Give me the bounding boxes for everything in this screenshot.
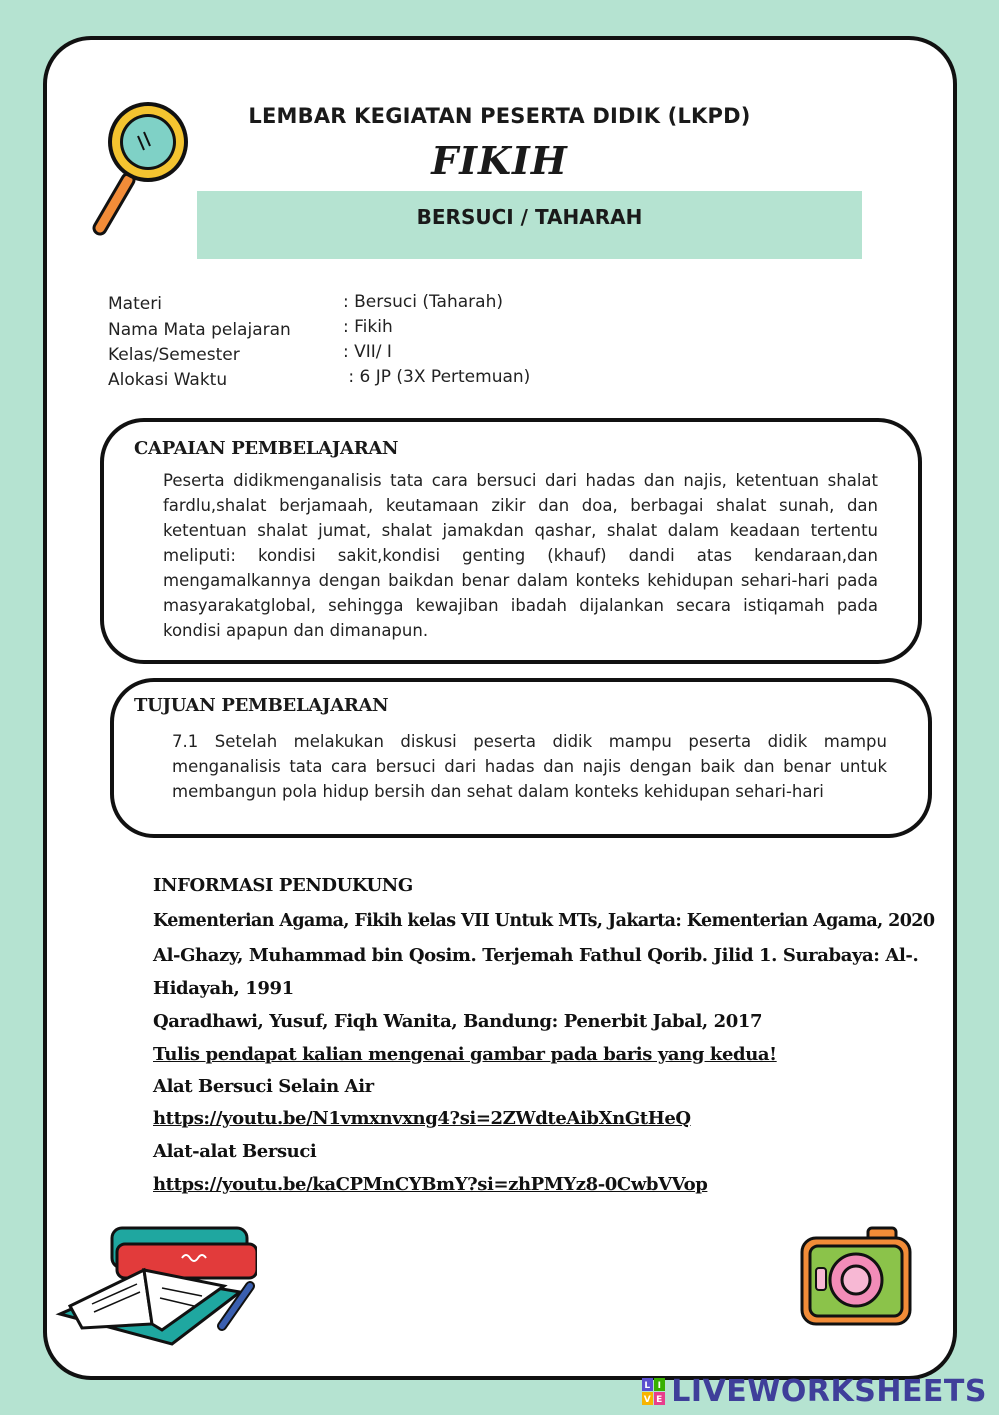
topic-banner	[197, 191, 862, 259]
liveworksheets-watermark	[641, 1374, 987, 1409]
subject-title: FIKIH	[431, 138, 568, 183]
video-2-title: Alat-alat Bersuci	[153, 1141, 317, 1162]
info-value-kelas: : VII/ I	[343, 342, 392, 362]
info-value-waktu: : 6 JP (3X Pertemuan)	[343, 367, 531, 387]
topic-title: BERSUCI / TAHARAH	[416, 205, 643, 229]
logo-letter-v: V	[644, 1394, 652, 1405]
info-label-mapel: Nama Mata pelajaran	[108, 320, 291, 340]
video-2-link[interactable]: https://youtu.be/kaCPMnCYBmY?si=zhPMYz8-0CwbVVop	[153, 1174, 708, 1195]
informasi-heading: INFORMASI PENDUKUNG	[153, 875, 413, 896]
reference-2-continued: Hidayah, 1991	[153, 978, 294, 999]
video-1-link[interactable]: https://youtu.be/N1vmxnvxng4?si=2ZWdteAibXnGtHeQ	[153, 1108, 691, 1129]
tujuan-heading: TUJUAN PEMBELAJARAN	[134, 695, 389, 716]
capaian-body: Peserta didikmenganalisis tata cara bersuci dari hadas dan najis, ketentuan shalat fardlu,shalat berjamaah, keutamaan zikir dan doa, berbagai shalat sunah, dan ketentuan shalat jumat, shalat jamakdan qashar, shalat dalam keadaan tertentu meliputi: kondisi sakit,kondisi genting (khauf) dandi atas kendaraan,dan mengamalkannya dengan baikdan benar dalam konteks kehidupan sehari-hari pada masyarakatglobal, sehingga kewajiban ibadah dijalankan secara istiqamah pada kondisi apapun dan dimanapun.	[163, 471, 878, 640]
info-value-materi: : Bersuci (Taharah)	[343, 292, 503, 312]
video-1-title: Alat Bersuci Selain Air	[153, 1076, 374, 1097]
liveworksheets-logo-icon	[641, 1377, 667, 1407]
capaian-heading: CAPAIAN PEMBELAJARAN	[134, 438, 399, 459]
watermark-text: LIVEWORKSHEETS	[671, 1374, 987, 1409]
worksheet-title: LEMBAR KEGIATAN PESERTA DIDIK (LKPD)	[248, 104, 751, 128]
info-label-waktu: Alokasi Waktu	[108, 370, 228, 390]
info-value-mapel: : Fikih	[343, 317, 393, 337]
info-label-materi: Materi	[108, 294, 162, 314]
logo-letter-i: I	[657, 1380, 662, 1391]
reference-2: Al-Ghazy, Muhammad bin Qosim. Terjemah Fathul Qorib. Jilid 1. Surabaya: Al-.	[153, 945, 919, 966]
logo-letter-l: L	[644, 1380, 651, 1391]
reference-3: Qaradhawi, Yusuf, Fiqh Wanita, Bandung: Penerbit Jabal, 2017	[153, 1011, 763, 1032]
tujuan-body: 7.1 Setelah melakukan diskusi peserta didik mampu peserta didik mampu menganalisis tata cara bersuci dari hadas dan najis dengan baik dan benar untuk membangun pola hidup bersih dan sehat dalam konteks kehidupan sehari-hari	[172, 732, 887, 801]
info-label-kelas: Kelas/Semester	[108, 345, 240, 365]
camera-icon	[798, 1224, 914, 1328]
reference-1: Kementerian Agama, Fikih kelas VII Untuk MTs, Jakarta: Kementerian Agama, 2020	[153, 911, 935, 931]
instruction-text: Tulis pendapat kalian mengenai gambar pada baris yang kedua!	[153, 1044, 777, 1065]
books-icon	[52, 1226, 257, 1356]
logo-letter-e: E	[656, 1394, 664, 1405]
